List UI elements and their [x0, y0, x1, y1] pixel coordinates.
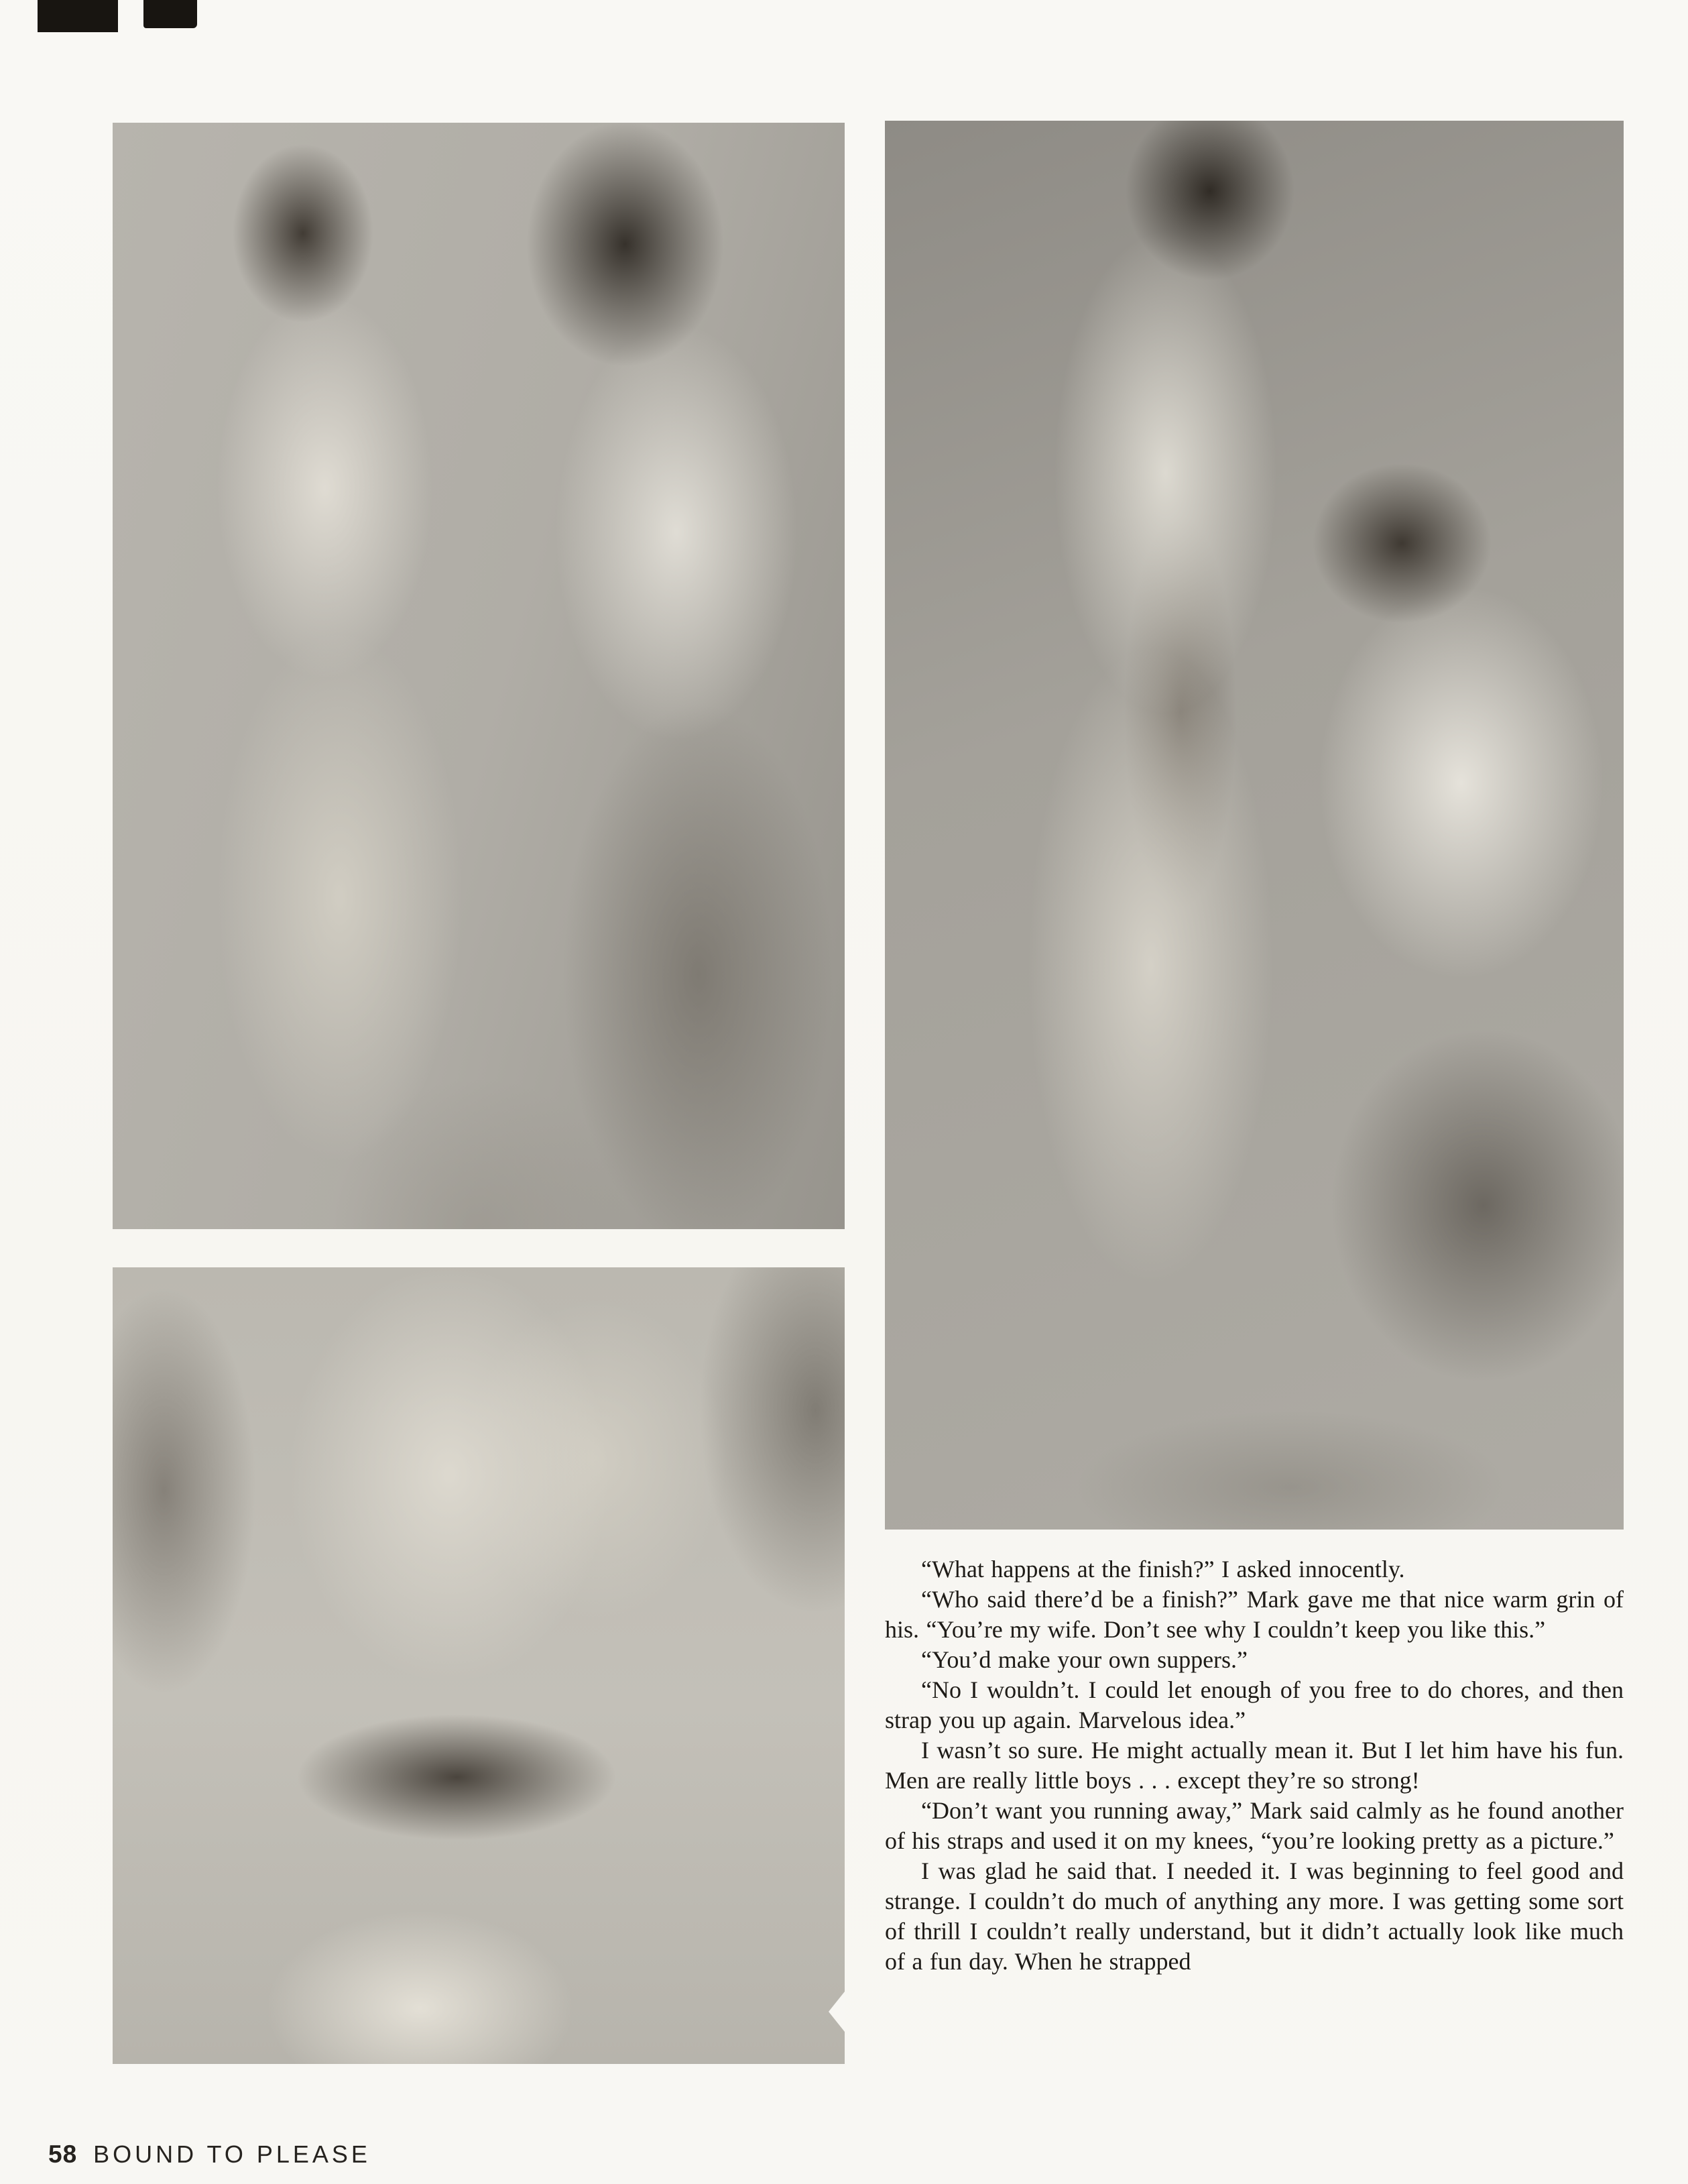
page-number: 58 — [48, 2140, 78, 2168]
story-paragraph: “Don’t want you running away,” Mark said calmly as he found another of his straps and used it on my knees, “you’re looking pretty as a picture.” — [885, 1797, 1624, 1854]
scan-artifact-mark — [143, 0, 197, 28]
story-paragraph: “No I wouldn’t. I could let enough of you free to do chores, and then strap you up again. Marvelous idea.” — [885, 1676, 1624, 1733]
story-paragraph: “Who said there’d be a finish?” Mark gave me that nice warm grin of his. “You’re my wife. Don’t see why I couldn’t keep you like this.” — [885, 1586, 1624, 1643]
photograph-right — [885, 121, 1624, 1530]
page-footer — [48, 2140, 371, 2169]
story-paragraph: I wasn’t so sure. He might actually mean it. But I let him have his fun. Men are really little boys . . . except they’re so strong! — [885, 1737, 1624, 1794]
story-paragraph: I was glad he said that. I needed it. I was beginning to feel good and strange. I couldn’t do much of anything any more. I was getting some sort of thrill I couldn’t really understand, but it didn’t actually look like much of a fun day. When he strapped — [885, 1857, 1624, 1975]
book-title: BOUND TO PLEASE — [93, 2140, 371, 2168]
story-text-block — [885, 1554, 1624, 1977]
photograph-top-left — [113, 123, 845, 1229]
story-paragraph: “You’d make your own suppers.” — [921, 1646, 1248, 1673]
photo-edge-notch — [829, 1992, 845, 2032]
story-paragraph: “What happens at the finish?” I asked innocently. — [921, 1556, 1405, 1583]
photograph-bottom-left — [113, 1267, 845, 2064]
scan-artifact-mark — [38, 0, 118, 32]
